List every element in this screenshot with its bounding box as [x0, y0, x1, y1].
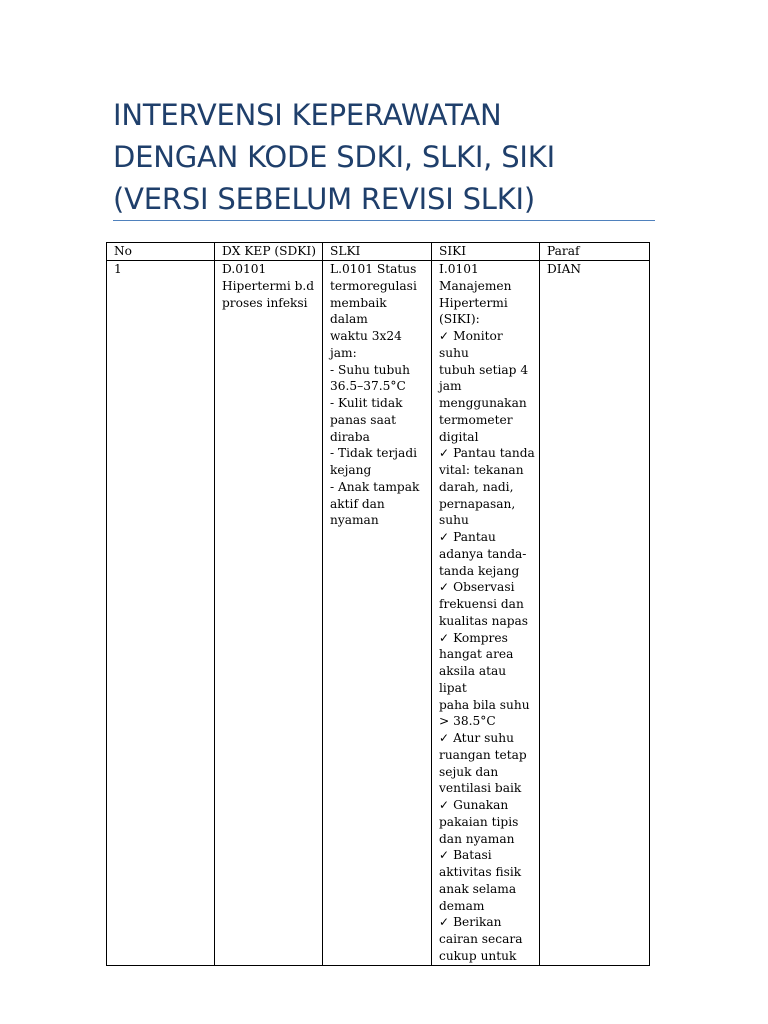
- cell-slki: [323, 261, 432, 966]
- text-line: D.0101: [222, 262, 267, 276]
- text-line: membaik dalam: [330, 295, 387, 327]
- text-line: jam: [439, 379, 462, 394]
- text-line: vital: tekanan: [439, 463, 524, 477]
- header-dx-kep: DX KEP (SDKI): [215, 243, 323, 261]
- text-line: cukup untuk: [439, 948, 517, 963]
- header-siki: SIKI: [432, 243, 540, 261]
- text-line: pakaian tipis: [439, 814, 519, 829]
- text-line: tubuh setiap 4: [439, 362, 529, 377]
- text-line: ✓ Atur suhu: [439, 731, 514, 745]
- text-line: ✓ Gunakan: [439, 798, 509, 812]
- text-line: - Kulit tidak: [330, 396, 403, 410]
- text-line: cairan secara: [439, 932, 523, 946]
- text-line: proses infeksi: [222, 295, 308, 310]
- text-line: dan nyaman: [439, 831, 515, 846]
- text-line: termoregulasi: [330, 278, 417, 293]
- text-line: adanya tanda-: [439, 546, 527, 561]
- text-line: hangat area: [439, 647, 514, 662]
- text-line: panas saat: [330, 412, 396, 427]
- text-line: paha bila suhu: [439, 697, 530, 712]
- header-no: No: [107, 243, 215, 261]
- cell-no: 1: [107, 261, 215, 966]
- text-line: aktif dan: [330, 496, 385, 511]
- cell-dx-kep: [215, 261, 323, 966]
- text-line: ✓ Pantau: [439, 530, 496, 544]
- text-line: suhu: [439, 513, 469, 528]
- text-line: ✓ Berikan: [439, 915, 502, 930]
- header-slki: SLKI: [323, 243, 432, 261]
- slki-lines: [330, 261, 428, 529]
- text-line: kualitas napas: [439, 613, 529, 628]
- text-line: aksila atau lipat: [439, 664, 507, 695]
- table-header-row: [107, 243, 650, 261]
- text-line: pernapasan,: [439, 496, 516, 511]
- text-line: digital: [439, 429, 479, 444]
- text-line: waktu 3x24: [330, 329, 402, 343]
- text-line: kejang: [330, 463, 372, 477]
- text-line: ✓ Observasi: [439, 580, 515, 595]
- text-line: > 38.5°C: [439, 714, 496, 729]
- page-title: INTERVENSI KEPERAWATAN DENGAN KODE SDKI, SLKI, SIKI (VERSI SEBELUM REVISI SLKI): [113, 98, 555, 216]
- text-line: ventilasi baik: [439, 781, 522, 796]
- text-line: termometer: [439, 412, 513, 427]
- text-line: ✓ Monitor suhu: [439, 329, 503, 360]
- text-line: darah, nadi,: [439, 479, 514, 494]
- text-line: frekuensi dan: [439, 597, 524, 611]
- text-line: I.0101: [439, 262, 479, 276]
- text-line: nyaman: [330, 513, 379, 528]
- text-line: - Suhu tubuh: [330, 362, 411, 377]
- cell-siki: [432, 261, 540, 966]
- intervention-table: [106, 242, 650, 966]
- text-line: Hipertermi b.d: [222, 278, 315, 293]
- title-divider: [113, 220, 655, 221]
- text-line: aktivitas fisik: [439, 865, 522, 879]
- text-line: demam: [439, 898, 485, 913]
- text-line: ✓ Pantau tanda: [439, 446, 535, 461]
- text-line: - Anak tampak: [330, 479, 420, 494]
- dx-kep-lines: [222, 261, 319, 311]
- text-line: tanda kejang: [439, 563, 520, 578]
- text-line: (SIKI):: [439, 312, 480, 327]
- text-line: menggunakan: [439, 396, 527, 410]
- text-line: sejuk dan: [439, 764, 499, 779]
- text-line: L.0101 Status: [330, 262, 417, 276]
- text-line: diraba: [330, 429, 370, 444]
- text-line: ✓ Batasi: [439, 848, 492, 863]
- cell-paraf: DIAN: [540, 261, 650, 966]
- text-line: Manajemen: [439, 278, 512, 293]
- text-line: ✓ Kompres: [439, 630, 508, 645]
- table-row: [107, 261, 650, 966]
- text-line: Hipertermi: [439, 295, 508, 310]
- text-line: jam:: [330, 345, 357, 360]
- text-line: 36.5–37.5°C: [330, 379, 406, 394]
- text-line: ruangan tetap: [439, 747, 527, 762]
- text-line: anak selama: [439, 881, 517, 896]
- header-paraf: Paraf: [540, 243, 650, 261]
- text-line: - Tidak terjadi: [330, 446, 418, 461]
- siki-lines: [439, 261, 536, 965]
